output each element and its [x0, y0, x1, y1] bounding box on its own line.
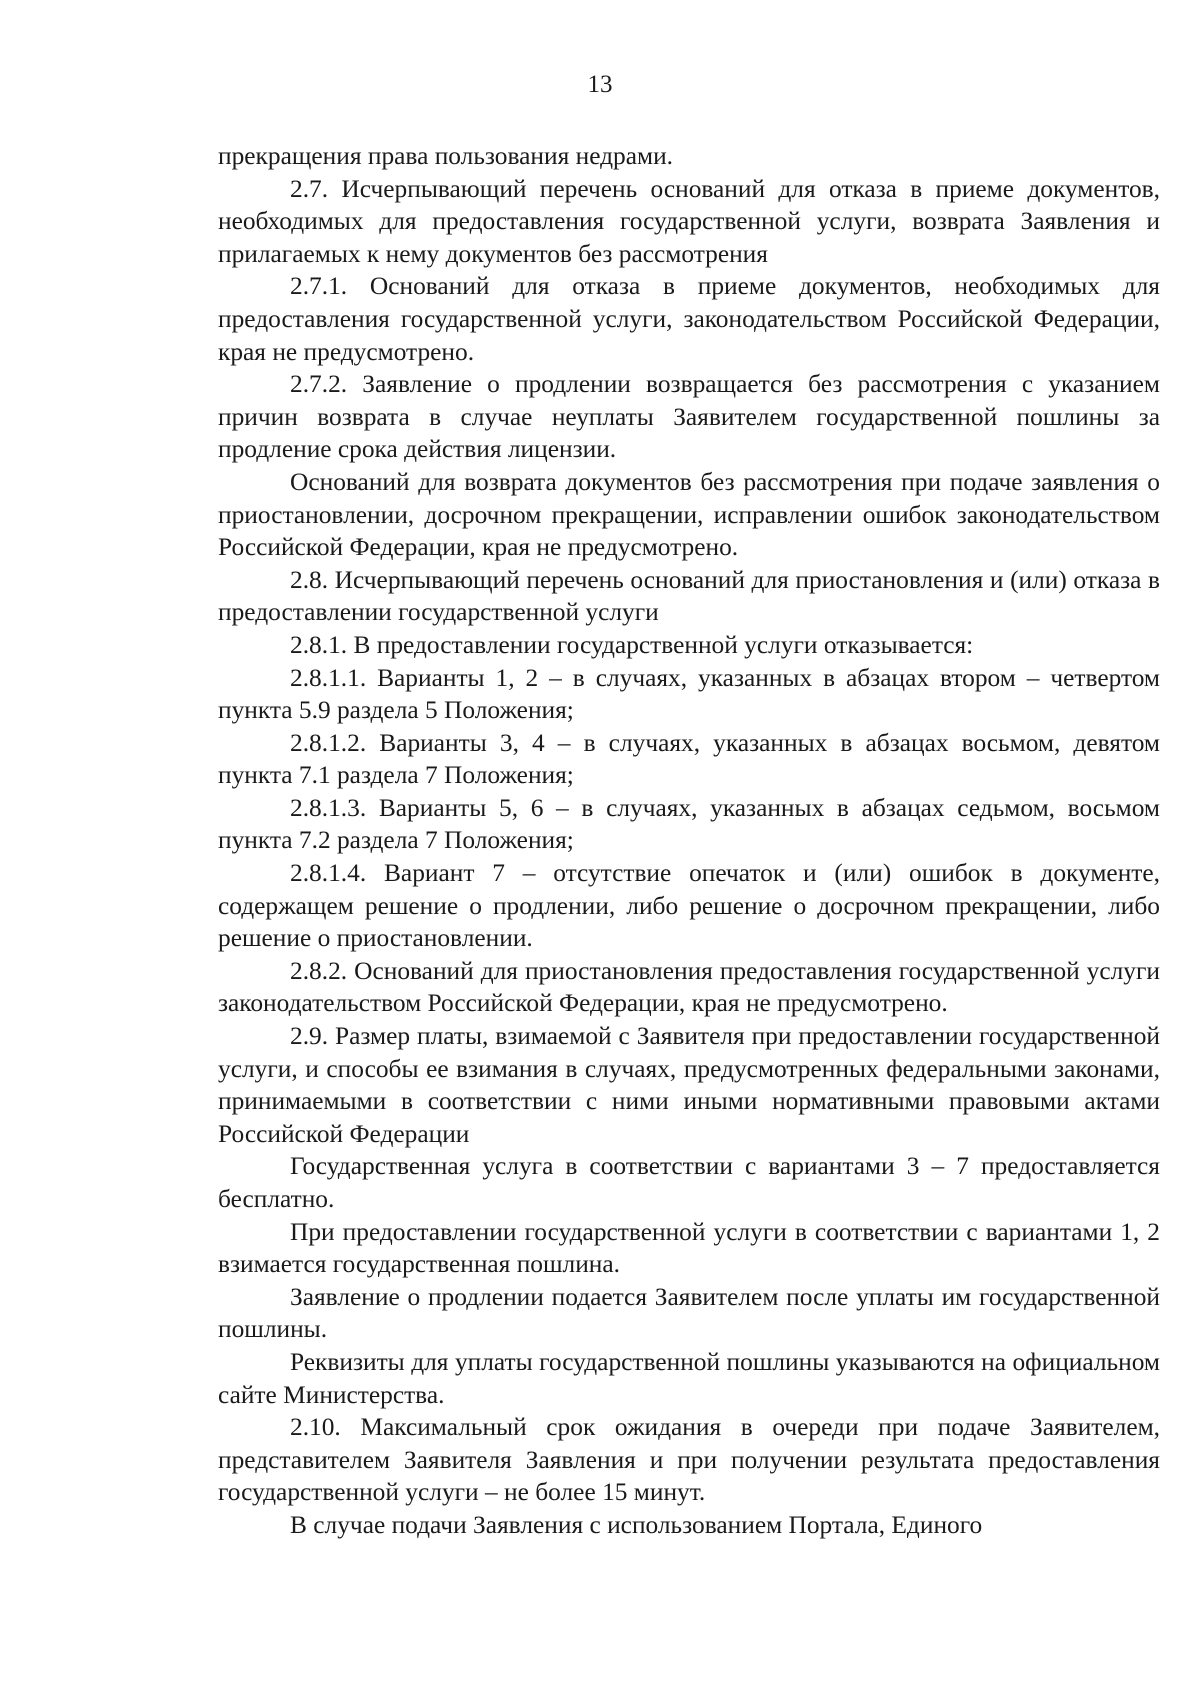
paragraph: 2.10. Максимальный срок ожидания в очереди при подаче Заявителем, представителем Заявителя Заявления и при получении результата предоставления государственной услуги – не более 15 минут.: [218, 1413, 1160, 1507]
paragraph: 2.8.1. В предоставлении государственной услуги отказывается:: [290, 630, 974, 659]
paragraph: 2.8. Исчерпывающий перечень оснований для приостановления и (или) отказа в предоставлении государственной услуги: [218, 565, 1160, 627]
document-body: [218, 140, 1160, 1542]
paragraph: 2.7.1. Оснований для отказа в приеме документов, необходимых для предоставления государственной услуги, законодательством Российской Федерации, края не предусмотрено.: [218, 272, 1160, 366]
paragraph: 2.8.1.1. Варианты 1, 2 – в случаях, указанных в абзацах втором – четвертом пункта 5.9 раздела 5 Положения;: [218, 663, 1160, 725]
paragraph: При предоставлении государственной услуги в соответствии с вариантами 1, 2 взимается государственная пошлина.: [218, 1217, 1160, 1279]
page-number: 13: [587, 71, 613, 98]
paragraph: 2.8.1.4. Вариант 7 – отсутствие опечаток и (или) ошибок в документе, содержащем решение о продлении, либо решение о досрочном прекращении, либо решение о приостановлении.: [218, 859, 1160, 953]
paragraph: прекращения права пользования недрами.: [218, 142, 674, 170]
paragraph: Заявление о продлении подается Заявителем после уплаты им государственной пошлины.: [218, 1282, 1160, 1344]
paragraph: 2.8.2. Оснований для приостановления предоставления государственной услуги законодательством Российской Федерации, края не предусмотрено.: [218, 956, 1160, 1018]
paragraph: 2.8.1.2. Варианты 3, 4 – в случаях, указанных в абзацах восьмом, девятом пункта 7.1 раздела 7 Положения;: [218, 728, 1160, 790]
paragraph: В случае подачи Заявления с использованием Портала, Единого: [290, 1510, 983, 1539]
paragraph: Реквизиты для уплаты государственной пошлины указываются на официальном сайте Министерства.: [218, 1347, 1160, 1409]
paragraph: 2.7. Исчерпывающий перечень оснований для отказа в приеме документов, необходимых для предоставления государственной услуги, возврата Заявления и прилагаемых к нему документов без рассмотрения: [218, 174, 1160, 268]
paragraph: 2.9. Размер платы, взимаемой с Заявителя при предоставлении государственной услуги, и способы ее взимания в случаях, предусмотренных федеральными законами, принимаемыми в соответствии с ними иными нормативными правовыми актами Российской Федерации: [218, 1022, 1160, 1148]
paragraph: Оснований для возврата документов без рассмотрения при подаче заявления о приостановлении, досрочном прекращении, исправлении ошибок законодательством Российской Федерации, края не предусмотрено.: [218, 467, 1160, 562]
paragraph: Государственная услуга в соответствии с вариантами 3 – 7 предоставляется бесплатно.: [218, 1152, 1160, 1213]
paragraph: 2.8.1.3. Варианты 5, 6 – в случаях, указанных в абзацах седьмом, восьмом пункта 7.2 раздела 7 Положения;: [218, 793, 1160, 855]
paragraph: 2.7.2. Заявление о продлении возвращается без рассмотрения с указанием причин возврата в случае неуплаты Заявителем государственной пошлины за продление срока действия лицензии.: [218, 370, 1160, 464]
